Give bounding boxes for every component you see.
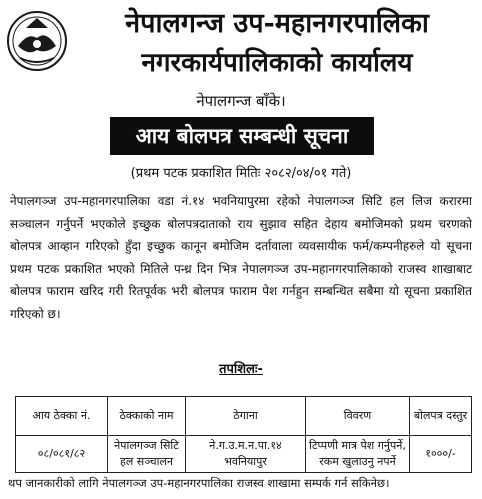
table-header-row: [16, 397, 472, 436]
contract-number-cell: ०८/०८१/८२: [16, 436, 108, 473]
notice-banner: आय बोलपत्र सम्बन्धी सूचना: [110, 117, 374, 155]
column-header: आय ठेक्का नं.: [16, 397, 108, 436]
address-cell: ने.ग.उ.म.न.पा.१४ भवनियापुर: [186, 436, 306, 473]
column-header: बोलपत्र दस्तुर: [410, 397, 472, 436]
column-header: ठेक्काको नाम: [108, 397, 186, 436]
table-row: [16, 436, 472, 473]
office-title-line2: नगरकार्यपालिकाको कार्यालय: [141, 48, 413, 78]
details-heading: तपशिलः-: [219, 362, 263, 377]
details-table: [15, 396, 472, 473]
fee-cell: १०००/-: [410, 436, 472, 473]
office-location: नेपालगन्ज बाँके।: [196, 92, 286, 110]
publication-date: (प्रथम पटक प्रकाशित मितिः २०८२/०४/०१ गते): [130, 166, 352, 181]
government-emblem-icon: [6, 10, 68, 72]
contract-name-cell: नेपालगञ्ज सिटि हल सञ्चालन: [108, 436, 186, 473]
column-header: विवरण: [306, 397, 410, 436]
column-header: ठेगाना: [186, 397, 306, 436]
notice-body: नेपालगञ्ज उप-महानगरपालिका वडा नं.१४ भवनियापुरमा रहेको नेपालगञ्ज सिटि हल लिज करारमा सञ्चालन गर्नुपर्ने भएकोले इच्छुक बोलपत्रदाताको राय सुझाव सहित देहाय बमोजिमको प्रथम चरणको बोलपत्र आव्हान गरिएको हुँदा इच्छुक कानून बमोजिम दर्तावाला व्यवसायीक फर्म/कम्पनीहरुले यो सूचना प्रथम पटक प्रकाशित भएको मितिले पन्ध्र दिन भित्र नेपालगञ्ज उप-महानगरपालिकाको राजस्व शाखाबाट बोलपत्र फाराम खरिद गरी रितपूर्वक भरी बोलपत्र फाराम पेश गर्नहुन सम्बन्धित सबैमा यो सूचना प्रकाशित गरिएको छ।: [10, 194, 472, 321]
description-cell: टिप्पणी मात्र पेश गर्नुपर्ने, रकम खुलाउनु नपर्ने: [306, 436, 410, 473]
office-title-line1: नेपालगन्ज उप-महानगरपालिका: [125, 8, 429, 39]
footer-note: थप जानकारीको लागि नेपालगञ्ज उप-महानगरपालिका राजस्व शाखामा सम्पर्क गर्न सकिनेछ।: [8, 476, 390, 490]
